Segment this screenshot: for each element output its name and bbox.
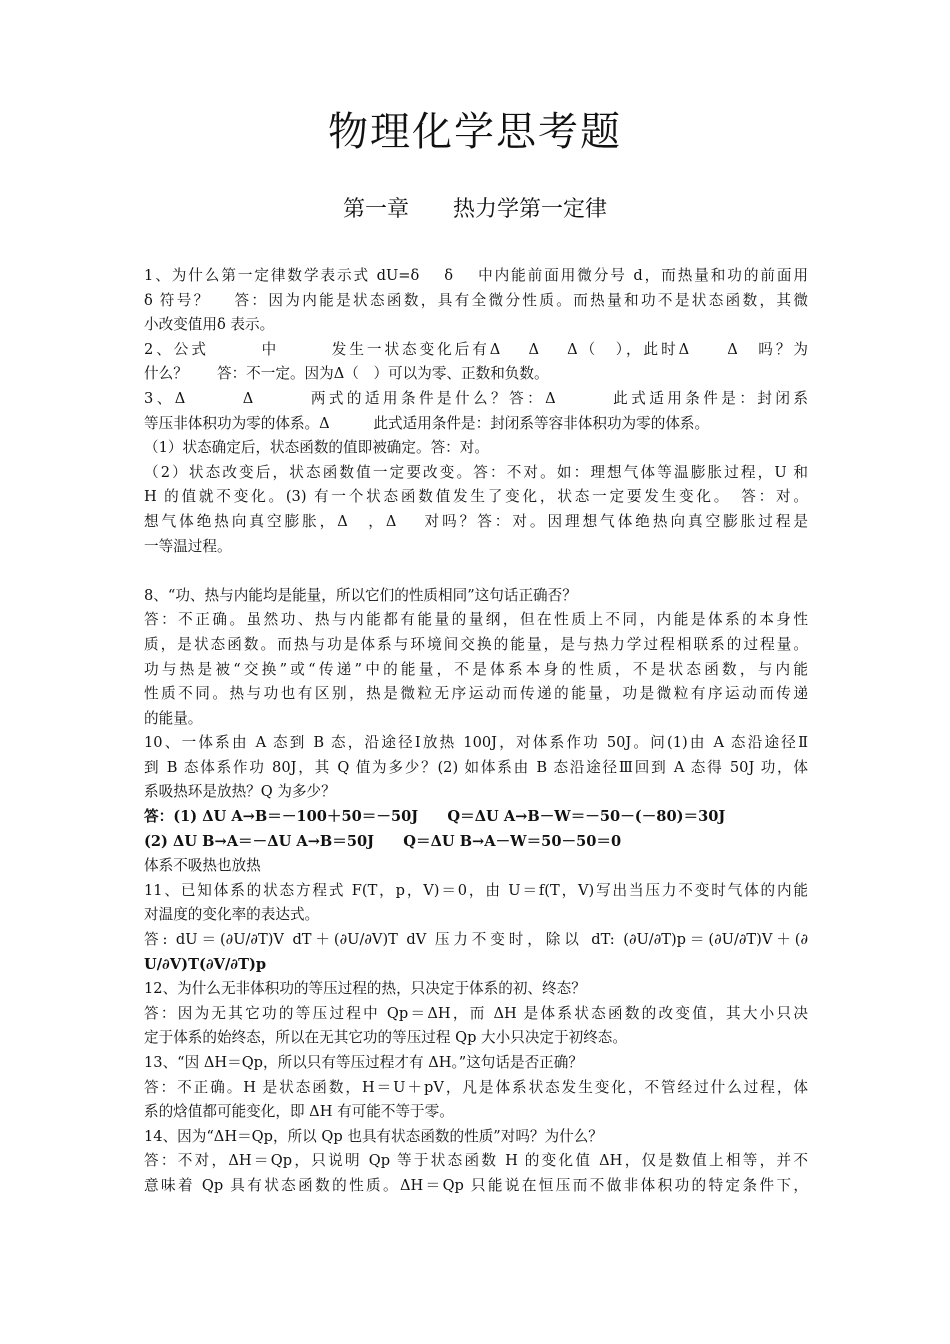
text-line: （2）状态改变后，状态函数值一定要改变。答：不对。如：理想气体等温膨胀过程，U 和: [144, 463, 808, 481]
text-line: 答: dU＝(∂U/∂T)V dT＋(∂U/∂V)T dV 压力不变时，除以 dT: (∂U/∂T)p＝(∂U/∂T)V＋(∂: [144, 931, 808, 949]
text-line: 13、“因 ΔH＝Qp，所以只有等压过程才有 ΔH。”这句话是否正确？: [144, 1054, 583, 1071]
text-line: 意味着 Qp 具有状态函数的性质。ΔH＝Qp 只能说在恒压而不做非体积功的特定条件下，: [144, 1176, 808, 1194]
text-line: 12、为什么无非体积功的等压过程的热，只决定于体系的初、终态？: [144, 980, 586, 998]
text-line: 一等温过程。: [144, 537, 232, 555]
text-line: 系的焓值都可能变化，即 ΔH 有可能不等于零。: [144, 1103, 454, 1121]
text-line: 体系不吸热也放热: [144, 857, 261, 875]
text-line: 什么？ 答：不一定。因为Δ（ ）可以为零、正数和负数。: [144, 365, 549, 383]
text-line: 质，是状态函数。而热与功是体系与环境间交换的能量，是与热力学过程相联系的过程量。: [144, 635, 808, 653]
text-line: 系吸热环是放热？Q 为多少？: [144, 783, 336, 801]
text-line: δ 符号？ 答：因为内能是状态函数，具有全微分性质。而热量和功不是状态函数，其微: [144, 291, 808, 309]
text-line: 3、Δ Δ 两式的适用条件是什么？答：Δ 此式适用条件是：封闭系: [144, 389, 808, 407]
text-line: 8、“功、热与内能均是能量，所以它们的性质相同”这句话正确否？: [144, 586, 577, 604]
text-line: H 的值就不变化。(3) 有一个状态函数值发生了变化，状态一定要发生变化。 答：对。: [144, 488, 808, 506]
document-body: [144, 264, 808, 1199]
text-line: 对温度的变化率的表达式。: [144, 906, 320, 924]
text-line: 2、公式 中 发生一状态变化后有Δ Δ Δ（ ），此时Δ Δ 吗？为: [144, 340, 808, 358]
text-line: 性质不同。热与功也有区别，热是微粒无序运动而传递的能量，功是微粒有序运动而传递: [144, 685, 808, 703]
text-line: 小改变值用δ 表示。: [144, 316, 275, 334]
text-line: 11、已知体系的状态方程式 F(T，p，V)＝0，由 U＝f(T，V)写出当压力不变时气体的内能: [144, 881, 808, 899]
text-line: 功与热是被“交换”或“传递”中的能量，不是体系本身的性质，不是状态函数，与内能: [144, 660, 808, 678]
text-line: 答：因为无其它功的等压过程中 Qp＝ΔH，而 ΔH 是体系状态函数的改变值，其大小只决: [144, 1004, 808, 1022]
text-line: 的能量。: [144, 709, 203, 727]
text-line: 定于体系的始终态，所以在无其它功的等压过程 Qp 大小只决定于初终态。: [144, 1029, 627, 1047]
blank-line: [144, 559, 808, 584]
text-line: （1）状态确定后，状态函数的值即被确定。答：对。: [144, 439, 489, 457]
page-title: 物理化学思考题: [328, 109, 622, 155]
text-line: 14、因为“ΔH＝Qp，所以 Qp 也具有状态函数的性质”对吗？为什么？: [144, 1127, 603, 1145]
text-line: 答：不对，ΔH＝Qp，只说明 Qp 等于状态函数 H 的变化值 ΔH，仅是数值上相等，并不: [144, 1152, 808, 1170]
text-line: U/∂V)T(∂V/∂T)p: [144, 955, 267, 973]
chapter-heading: 第一章 热力学第一定律: [342, 197, 607, 222]
text-line: (2) ΔU B→A＝－ΔU A→B＝50J Q＝ΔU B→A－W＝50－50＝0: [144, 832, 622, 850]
text-line: 10、一体系由 A 态到 B 态，沿途径Ⅰ放热 100J，对体系作功 50J。问(1)由 A 态沿途径Ⅱ: [144, 734, 808, 752]
text-line: 答：不正确。H 是状态函数，H＝U＋pV，凡是体系状态发生变化，不管经过什么过程，体: [144, 1078, 808, 1096]
text-line: 答：不正确。虽然功、热与内能都有能量的量纲，但在性质上不同，内能是体系的本身性: [144, 611, 808, 629]
text-line: 1、为什么第一定律数学表示式 dU=δ δ 中内能前面用微分号 d，而热量和功的前面用: [144, 267, 808, 284]
text-line: 答：(1) ΔU A→B＝－100＋50＝－50J Q＝ΔU A→B－W＝－50－(－80)＝30J: [144, 808, 726, 826]
text-line: 想气体绝热向真空膨胀，Δ ，Δ 对吗？答：对。因理想气体绝热向真空膨胀过程是: [144, 512, 808, 530]
text-line: 等压非体积功为零的体系。Δ 此式适用条件是：封闭系等容非体积功为零的体系。: [144, 414, 710, 432]
text-line: 到 B 态体系作功 80J，其 Q 值为多少？(2) 如体系由 B 态沿途径Ⅲ回到 A 态得 50J 功，体: [144, 758, 808, 776]
